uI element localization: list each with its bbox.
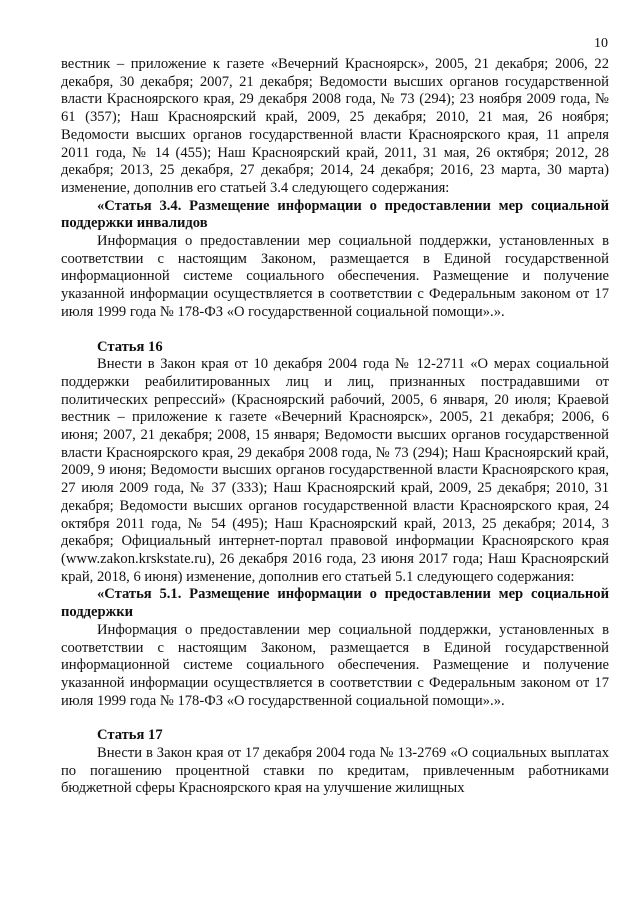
article-5-1-heading: «Статья 5.1. Размещение информации о предоставлении мер социальной поддержки [61, 586, 609, 621]
article-16-body: Внести в Закон края от 10 декабря 2004 года № 12-2711 «О мерах социальной поддержки реабилитированных лиц и лиц, признанных пострадавшими от политических репрессий» (Красноярский рабочий, 2005, 6 января, 20 июля; Краевой вестник – приложение к газете «Вечерний Красноярск», 2005, 21 декабря; 2006, 6 июня; 2007, 21 декабря; 2008, 15 января; Ведомости высших органов государственной власти Красноярского края, 29 декабря 2008 года, № 73 (294); Наш Красноярский край, 2009, 9 июня; Ведомости высших органов государственной власти Красноярского края, 27 июля 2009 года, № 37 (333); Наш Красноярский край, 2009, 25 декабря; 2010, 31 декабря; Ведомости высших органов государственной власти Красноярского края, 24 октября 2011 года, № 54 (495); Наш Красноярский край, 2013, 25 декабря; 2014, 3 декабря; Официальный интернет-портал правовой информации Красноярского края (www.zakon.krskstate.ru), 26 декабря 2016 года, 23 июня 2017 года; Наш Красноярский край, 2018, 6 июня) изменение, дополнив его статьей 5.1 следующего содержания: [61, 356, 609, 585]
intro-paragraph: вестник – приложение к газете «Вечерний Красноярск», 2005, 21 декабря; 2006, 22 декабря, 30 декабря; 2007, 21 декабря; Ведомости высших органов государственной власти Красноярского края, 29 декабря 2008 года, № 73 (294); 23 ноября 2009 года, № 61 (357); Наш Красноярский край, 2009, 25 декабря; 2010, 21 мая, 26 ноября; Ведомости высших органов государственной власти Красноярского края, 11 апреля 2011 года, № 14 (455); Наш Красноярский край, 2011, 31 мая, 26 октября; 2012, 28 декабря; 2013, 25 декабря, 27 декабря; 2014, 24 декабря; 2016, 23 марта, 30 марта) изменение, дополнив его статьей 3.4 следующего содержания: [61, 56, 609, 196]
document-body [61, 56, 609, 798]
page-number: 10 [594, 36, 608, 51]
article-17-body: Внести в Закон края от 17 декабря 2004 года № 13-2769 «О социальных выплатах по погашению процентной ставки по кредитам, привлеченным работниками бюджетной сферы Красноярского края на улучшение жилищных [61, 745, 609, 797]
article-16-title: Статья 16 [97, 338, 163, 355]
article-3-4-body: Информация о предоставлении мер социальной поддержки, установленных в соответствии с настоящим Законом, размещается в Единой государственной информационной системе социального обеспечения. Размещение и получение указанной информации осуществляется в соответствии с Федеральным законом от 17 июля 1999 года № 178-ФЗ «О государственной социальной помощи».». [61, 233, 609, 320]
article-3-4-heading: «Статья 3.4. Размещение информации о предоставлении мер социальной поддержки инвалидов [61, 197, 609, 232]
article-5-1-body: Информация о предоставлении мер социальной поддержки, установленных в соответствии с настоящим Законом, размещается в Единой государственной информационной системе социального обеспечения. Размещение и получение указанной информации осуществляется в соответствии с Федеральным законом от 17 июля 1999 года № 178-ФЗ «О государственной социальной помощи».». [61, 621, 609, 709]
article-17-title: Статья 17 [97, 727, 163, 744]
